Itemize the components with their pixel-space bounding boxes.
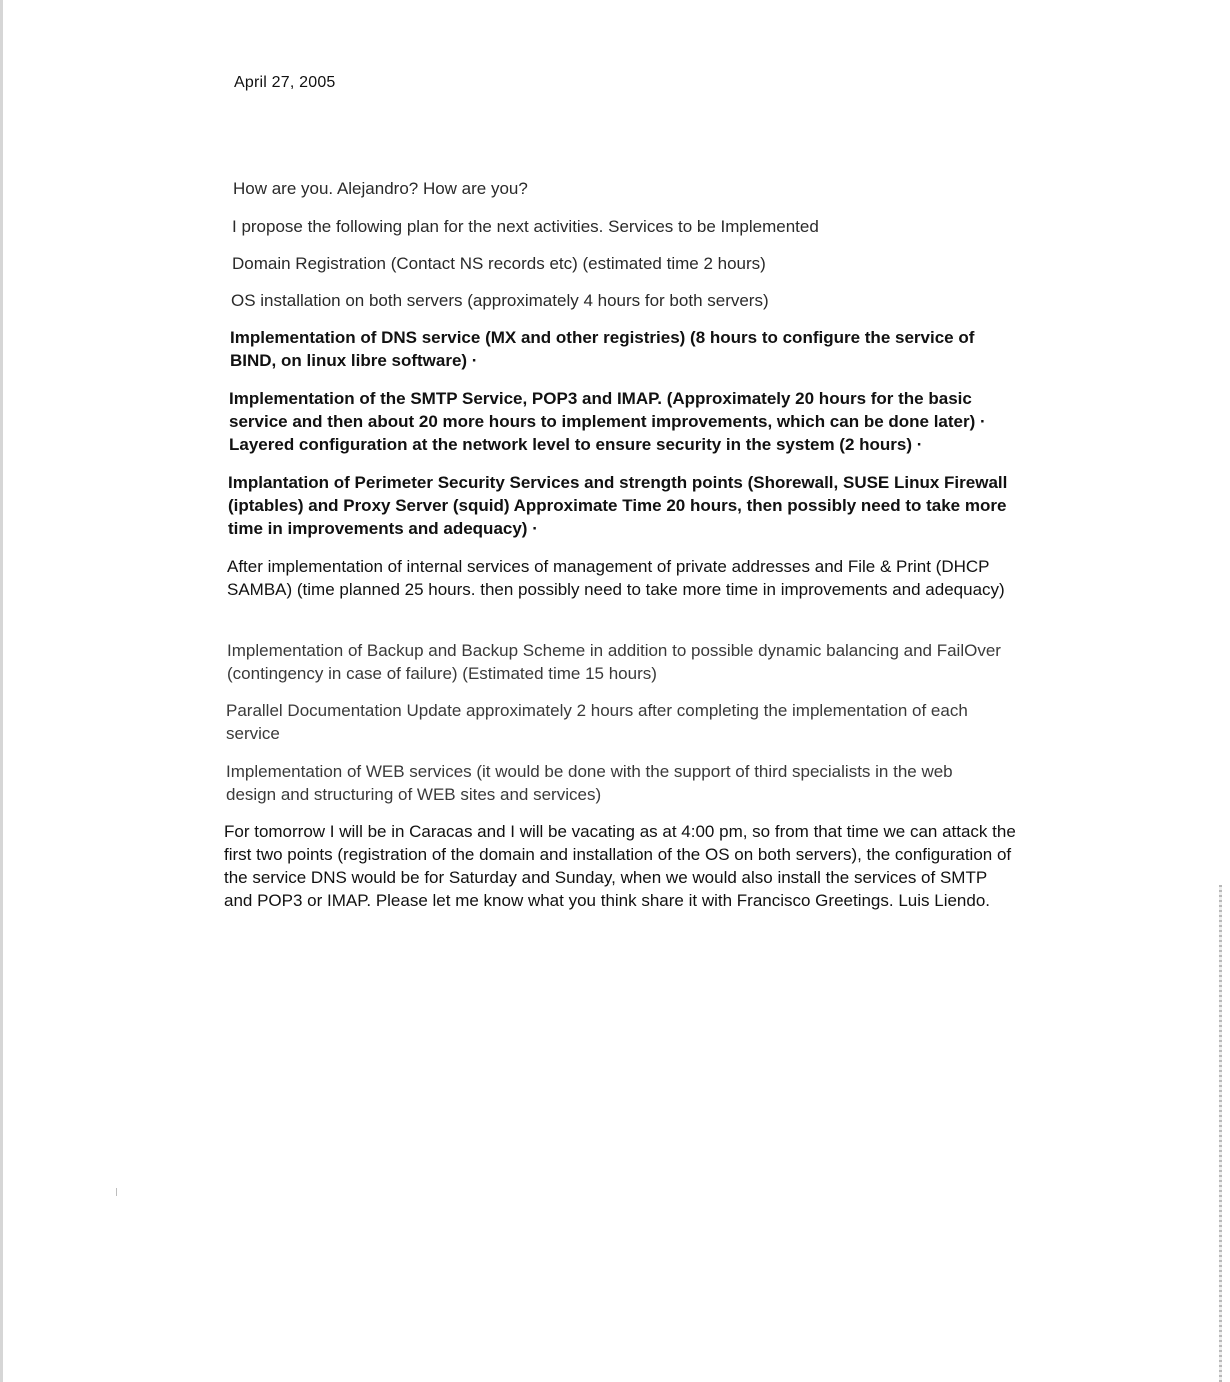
paragraph-os-installation: OS installation on both servers (approximately 4 hours for both servers)	[231, 291, 769, 310]
letter-date: April 27, 2005	[234, 74, 336, 91]
paragraph-greeting: How are you. Alejandro? How are you?	[233, 179, 528, 198]
scan-left-edge	[0, 0, 3, 1382]
paragraph-internal-services: After implementation of internal services of management of private addresses and File & Print (DHCP SAMBA) (time planned 25 hours. then possibly need to take more time in improvements and adequacy)	[227, 557, 1005, 599]
scan-speck	[116, 1188, 117, 1196]
paragraph-backup-scheme: Implementation of Backup and Backup Scheme in addition to possible dynamic balancing and FailOver (contingency in case of failure) (Estimated time 15 hours)	[227, 641, 1001, 683]
paragraph-web-services: Implementation of WEB services (it would be done with the support of third specialists in the web design and structuring of WEB sites and services)	[226, 762, 953, 804]
paragraph-smtp-service: Implementation of the SMTP Service, POP3 and IMAP. (Approximately 20 hours for the basic service and then about 20 more hours to implement improvements, which can be done later) · Layered configuration at the network level to ensure security in the system (2 hours) ·	[229, 389, 986, 454]
paragraph-perimeter-security: Implantation of Perimeter Security Services and strength points (Shorewall, SUSE Linux Firewall (iptables) and Proxy Server (squid) Approximate Time 20 hours, then possibly need to take more time in improvements and adequacy) ·	[228, 473, 1008, 538]
paragraph-domain-registration: Domain Registration (Contact NS records etc) (estimated time 2 hours)	[232, 254, 766, 273]
paragraph-closing: For tomorrow I will be in Caracas and I will be vacating as at 4:00 pm, so from that time we can attack the first two points (registration of the domain and installation of the OS on both servers), the configuration of the service DNS would be for Saturday and Sunday, when we would also install the services of SMTP and POP3 or IMAP. Please let me know what you think share it with Francisco Greetings. Luis Liendo.	[224, 822, 1016, 910]
scan-right-edge-artifact	[1219, 885, 1222, 1382]
paragraph-proposal-intro: I propose the following plan for the next activities. Services to be Implemented	[232, 217, 819, 236]
paragraph-documentation-update: Parallel Documentation Update approximately 2 hours after completing the implementation of each service	[226, 701, 968, 743]
paragraph-dns-service: Implementation of DNS service (MX and other registries) (8 hours to configure the service of BIND, on linux libre software) ·	[230, 328, 975, 370]
